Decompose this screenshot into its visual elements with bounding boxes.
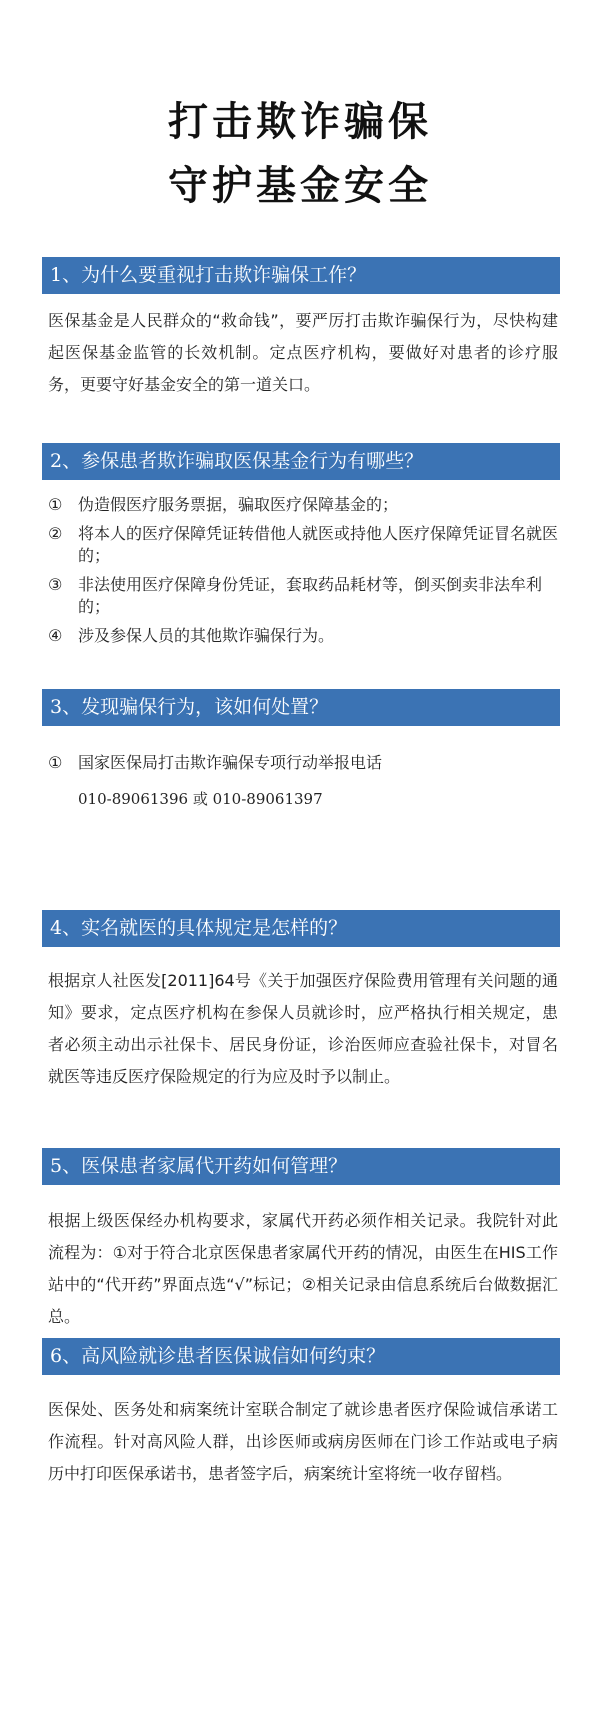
section-2-heading: 2、参保患者欺诈骗取医保基金行为有哪些？ [42,443,560,480]
list-item-number: ① [48,753,63,772]
section-6-body: 医保处、医务处和病案统计室联合制定了就诊患者医疗保险诚信承诺工作流程。针对高风险人群，出诊医师或病房医师在门诊工作站或电子病历中打印医保承诺书，患者签字后，病案统计室将统一收存留档。 [48,1400,558,1483]
list-item-number: ④ [48,626,63,645]
list-item-text: 将本人的医疗保障凭证转借他人就医或持他人医疗保障凭证冒名就医的； [78,524,559,565]
section-4-body: 根据京人社医发[2011]64号《关于加强医疗保险费用管理有关问题的通知》要求，定点医疗机构在参保人员就诊时，应严格执行相关规定，患者必须主动出示社保卡、居民身份证，诊治医师应查验社保卡，对冒名就医等违反医疗保险规定的行为应及时予以制止。 [48,971,558,1086]
page-title-line1: 打击欺诈骗保 [168,99,432,145]
list-item-text: 国家医保局打击欺诈骗保专项行动举报电话 [78,753,383,772]
section-3-list [48,752,558,781]
section-1-body: 医保基金是人民群众的“救命钱”，要严厉打击欺诈骗保行为，尽快构建起医保基金监管的长效机制。定点医疗机构，要做好对患者的诊疗服务，更要守好基金安全的第一道关口。 [48,311,558,394]
list-item-number: ① [48,495,63,514]
list-item-text: 伪造假医疗服务票据，骗取医疗保障基金的； [78,495,399,514]
section-3-heading: 3、发现骗保行为，该如何处置？ [42,689,560,726]
list-item-text: 涉及参保人员的其他欺诈骗保行为。 [78,626,335,645]
list-item [48,752,558,774]
list-item [48,494,558,516]
section-5-heading: 5、医保患者家属代开药如何管理？ [42,1148,560,1185]
page-title-line2: 守护基金安全 [168,163,432,209]
list-item [48,625,558,647]
list-item-text: 非法使用医疗保障身份凭证，套取药品耗材等，倒买倒卖非法牟利的； [78,575,543,616]
list-item-number: ② [48,524,63,543]
report-phone-numbers: 010-89061396 或 010-89061397 [78,790,323,808]
section-5-body: 根据上级医保经办机构要求，家属代开药必须作相关记录。我院针对此流程为：①对于符合北京医保患者家属代开药的情况，由医生在HIS工作站中的“代开药”界面点选“√”标记；②相关记录由信息系统后台做数据汇总。 [48,1211,558,1326]
list-item [48,523,558,567]
section-1-heading: 1、为什么要重视打击欺诈骗保工作？ [42,257,560,294]
section-2-list [48,494,558,654]
section-4-heading: 4、实名就医的具体规定是怎样的？ [42,910,560,947]
list-item-number: ③ [48,575,63,594]
list-item [48,574,558,618]
section-6-heading: 6、高风险就诊患者医保诚信如何约束？ [42,1338,560,1375]
